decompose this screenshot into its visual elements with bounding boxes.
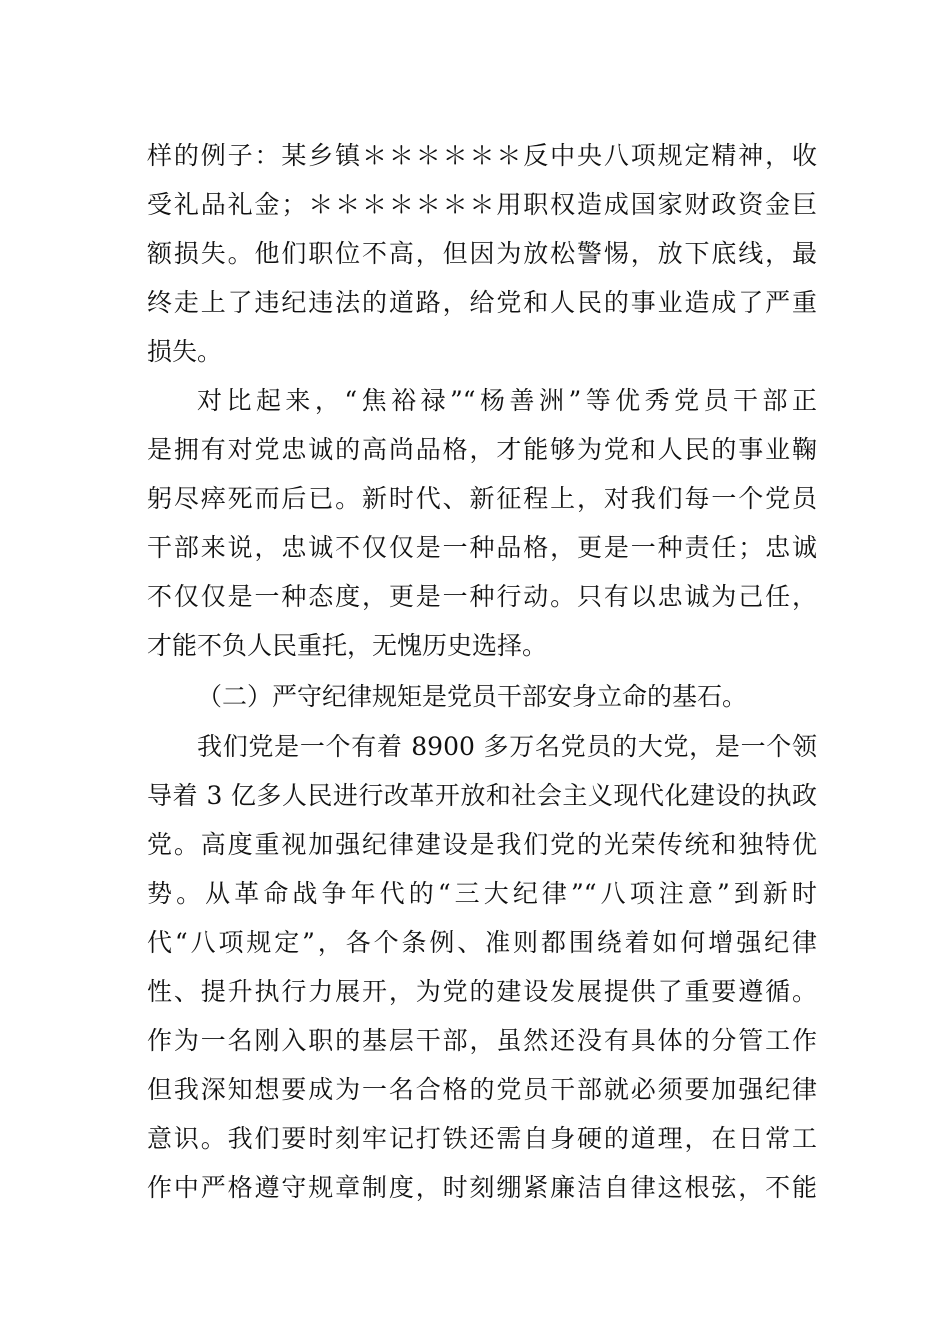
text-line: 受礼品礼金；＊＊＊＊＊＊＊用职权造成国家财政资金巨	[147, 190, 817, 219]
text-line: 不仅仅是一种态度，更是一种行动。只有以忠诚为己任，	[147, 582, 817, 611]
paragraph-first-line: 我们党是一个有着 8900 多万名党员的大党，是一个领	[197, 732, 817, 761]
text-line: 意识。我们要时刻牢记打铁还需自身硬的道理，在日常工	[147, 1124, 817, 1153]
text-line: 样的例子：某乡镇＊＊＊＊＊＊反中央八项规定精神，收	[147, 141, 817, 170]
text-line: 导着 3 亿多人民进行改革开放和社会主义现代化建设的执政	[147, 781, 817, 810]
text-line: 党。高度重视加强纪律建设是我们党的光荣传统和独特优	[147, 830, 817, 859]
text-line: 势。从革命战争年代的“三大纪律”“八项注意”到新时	[147, 879, 817, 908]
text-line: 代“八项规定”，各个条例、准则都围绕着如何增强纪律	[147, 928, 817, 957]
text-line: 性、提升执行力展开，为党的建设发展提供了重要遵循。	[147, 977, 817, 1006]
text-line: 作为一名刚入职的基层干部，虽然还没有具体的分管工作	[147, 1026, 817, 1055]
text-line: 干部来说，忠诚不仅仅是一种品格，更是一种责任；忠诚	[147, 533, 817, 562]
text-line: 才能不负人民重托，无愧历史选择。	[147, 631, 548, 660]
text-line: 损失。	[147, 337, 223, 366]
text-line: 但我深知想要成为一名合格的党员干部就必须要加强纪律	[147, 1075, 817, 1104]
text-line: 是拥有对党忠诚的高尚品格，才能够为党和人民的事业鞠	[147, 435, 817, 464]
section-heading: （二）严守纪律规矩是党员干部安身立命的基石。	[197, 682, 748, 711]
text-line: 躬尽瘁死而后已。新时代、新征程上，对我们每一个党员	[147, 484, 817, 513]
text-line: 额损失。他们职位不高，但因为放松警惕，放下底线，最	[147, 239, 817, 268]
paragraph-first-line: 对比起来，“焦裕禄”“杨善洲”等优秀党员干部正	[197, 386, 817, 415]
text-line: 作中严格遵守规章制度，时刻绷紧廉洁自律这根弦，不能	[147, 1173, 817, 1202]
text-line: 终走上了违纪违法的道路，给党和人民的事业造成了严重	[147, 288, 817, 317]
